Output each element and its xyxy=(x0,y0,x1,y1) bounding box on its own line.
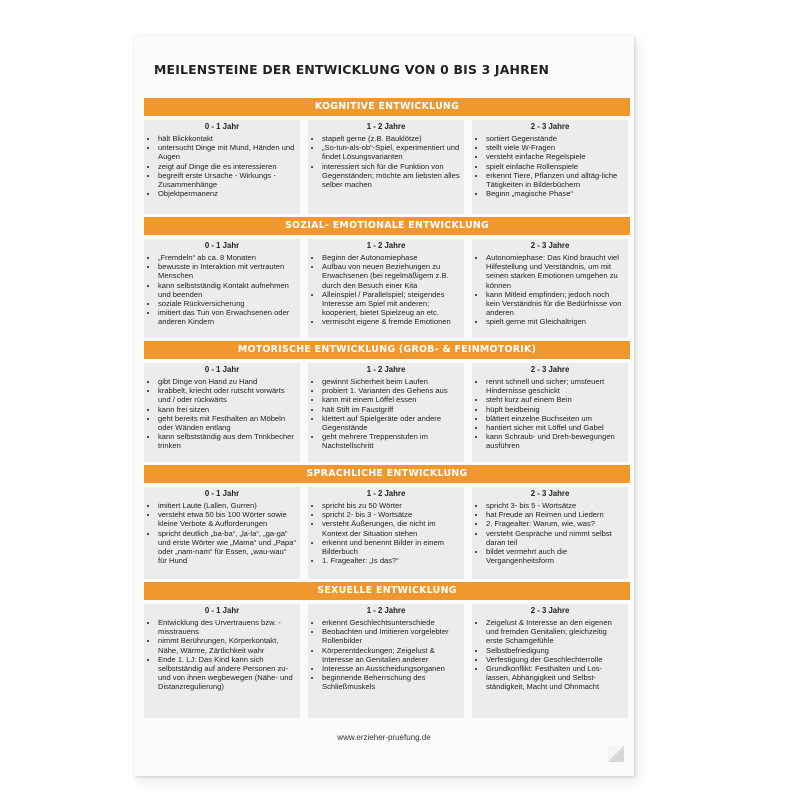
milestone-item: • gibt Dinge von Hand zu Hand xyxy=(158,377,296,386)
age-label: 0 - 1 Jahr xyxy=(204,606,240,615)
milestone-item: • hantiert sicher mit Löffel und Gabel xyxy=(486,423,624,432)
milestone-item: • versteht Äußerungen, die nicht im Kontext der Situation stehen xyxy=(322,519,460,537)
age-column xyxy=(308,120,464,214)
milestone-item: • spricht deutlich „ba-ba“, „la-la“, „ga-ga“ und erste Wörter wie „Mama“ und „Papa“ oder „nam-nam“ für Essen, „wau-wau“ für Hund xyxy=(158,529,296,566)
milestone-list xyxy=(144,501,300,565)
section-row xyxy=(144,235,630,338)
milestone-item: • vermischt eigene & fremde Emotionen xyxy=(322,317,460,326)
age-label: 1 - 2 Jahre xyxy=(366,241,406,250)
milestone-list xyxy=(472,377,628,451)
milestone-item: • imitiert Laute (Lallen, Gurren) xyxy=(158,501,296,510)
age-column xyxy=(472,239,628,338)
milestone-item: • Autonomiephase: Das Kind braucht viel Hilfestellung und Verständnis, um mit seinen starken Emotionen umgehen zu können xyxy=(486,253,624,290)
milestone-item: • Beginn „magische Phase“ xyxy=(486,189,624,198)
milestone-item: • untersucht Dinge mit Mund, Händen und Augen xyxy=(158,143,296,161)
age-column xyxy=(308,239,464,338)
age-label: 1 - 2 Jahre xyxy=(366,489,406,498)
milestone-item: • 2. Fragealter: Warum, wie, was? xyxy=(486,519,624,528)
milestone-item: • spricht 3- bis 5 - Wortsätze xyxy=(486,501,624,510)
section-header xyxy=(144,341,630,359)
milestone-item: • begreift erste Ursache - Wirkungs - Zusammenhänge xyxy=(158,171,296,189)
milestone-list xyxy=(472,501,628,565)
milestone-item: • kann selbstständig aus dem Trinkbecher trinken xyxy=(158,432,296,450)
age-label: 1 - 2 Jahre xyxy=(366,122,406,131)
milestone-item: • kann Schraub- und Dreh-bewegungen ausführen xyxy=(486,432,624,450)
age-column xyxy=(472,604,628,718)
milestone-list xyxy=(144,253,300,327)
poster-sheet xyxy=(134,36,634,776)
section-heading: SPRACHLICHE ENTWICKLUNG xyxy=(306,468,468,479)
milestone-item: • steht kurz auf einem Bein xyxy=(486,395,624,404)
age-label: 1 - 2 Jahre xyxy=(366,365,406,374)
section-heading: KOGNITIVE ENTWICKLUNG xyxy=(314,101,460,112)
section-row xyxy=(144,483,630,579)
age-column xyxy=(472,363,628,462)
milestone-item: • Beginn der Autonomiephase xyxy=(322,253,460,262)
milestone-item: • Verfestigung der Geschlechterrolle xyxy=(486,655,624,664)
milestone-item: • stellt viele W-Fragen xyxy=(486,143,624,152)
age-label: 2 - 3 Jahre xyxy=(530,606,570,615)
milestone-item: • Aufbau von neuen Beziehungen zu Erwachsenen (bei regelmäßigem z.B. durch den Besuch einer Kita xyxy=(322,262,460,290)
age-label: 0 - 1 Jahr xyxy=(204,365,240,374)
milestone-item: • Objektpermanenz xyxy=(158,189,296,198)
milestone-list xyxy=(144,618,300,692)
milestone-item: • 1. Fragealter: „Is das?“ xyxy=(322,556,460,565)
milestone-item: • soziale Rückversicherung xyxy=(158,299,296,308)
milestone-item: • kann selbstständig Kontakt aufnehmen und beenden xyxy=(158,281,296,299)
milestone-item: • spricht 2- bis 3 - Wortsätze xyxy=(322,510,460,519)
milestone-item: • versteht einfache Regelspiele xyxy=(486,152,624,161)
milestone-item: • spielt einfache Rollenspiele xyxy=(486,162,624,171)
section-heading: SEXUELLE ENTWICKLUNG xyxy=(317,585,457,596)
section-row xyxy=(144,116,630,214)
milestone-item: • geht bereits mit Festhalten an Möbeln oder Wänden entlang xyxy=(158,414,296,432)
milestone-item: • kann frei sitzen xyxy=(158,405,296,414)
milestone-item: • Grundkonflikt: Festhalten und Los-lassen, Abhängigkeit und Selbst-ständigkeit, Macht und Ohnmacht xyxy=(486,664,624,692)
milestone-item: • stapelt gerne (z.B. Bauklötze) xyxy=(322,134,460,143)
milestone-item: • versteht etwa 50 bis 100 Wörter sowie kleine Verbote & Aufforderungen xyxy=(158,510,296,528)
section-heading: SOZIAL- EMOTIONALE ENTWICKLUNG xyxy=(284,220,490,231)
milestone-list xyxy=(308,377,464,451)
age-column xyxy=(308,604,464,718)
section-header xyxy=(144,98,630,116)
milestone-list xyxy=(472,253,628,327)
milestone-item: • Interesse an Ausscheidungsorganen xyxy=(322,664,460,673)
milestone-item: • Selbstbefriedigung xyxy=(486,646,624,655)
milestone-list xyxy=(144,134,300,198)
age-label: 0 - 1 Jahr xyxy=(204,489,240,498)
age-column xyxy=(308,363,464,462)
milestone-item: • kann Mitleid empfinden; jedoch noch kein Verständnis für die Bedürfnisse von anderen xyxy=(486,290,624,318)
milestone-item: • Zeigelust & Interesse an den eigenen und fremden Genitalien; gleichzeitig erste Schamgefühle xyxy=(486,618,624,646)
milestone-item: • kann mit einem Löffel essen xyxy=(322,395,460,404)
age-label: 2 - 3 Jahre xyxy=(530,489,570,498)
age-label: 0 - 1 Jahr xyxy=(204,241,240,250)
milestone-item: • krabbelt, kriecht oder rutscht vorwärts und / oder rückwärts xyxy=(158,386,296,404)
milestone-item: • nimmt Berührungen, Körperkontakt, Nähe, Wärme, Zärtlichkeit wahr xyxy=(158,636,296,654)
page-curl xyxy=(608,746,624,762)
milestone-item: • erkennt und benennt Bilder in einem Bilderbuch xyxy=(322,538,460,556)
milestone-item: • erkennt Tiere, Pflanzen und alltäg-liche Tätigkeiten in Bilderbüchern xyxy=(486,171,624,189)
age-column xyxy=(308,487,464,579)
milestone-item: • hüpft beidbeinig xyxy=(486,405,624,414)
milestone-item: • klettert auf Spielgeräte oder andere Gegenstände xyxy=(322,414,460,432)
milestone-item: • blättert einzelne Buchseiten um xyxy=(486,414,624,423)
section-header xyxy=(144,465,630,483)
milestone-item: • beginnende Beherrschung des Schließmuskels xyxy=(322,673,460,691)
milestone-item: • gewinnt Sicherheit beim Laufen xyxy=(322,377,460,386)
milestone-item: • spielt gerne mit Gleichaltrigen xyxy=(486,317,624,326)
milestone-list xyxy=(472,618,628,692)
milestone-item: • hält Blickkontakt xyxy=(158,134,296,143)
milestone-item: • Beobachten und Imitieren vorgelebter Rollenbilder xyxy=(322,627,460,645)
age-column xyxy=(472,487,628,579)
milestone-item: • hält Stift im Faustgriff xyxy=(322,405,460,414)
milestone-item: • spricht bis zu 50 Wörter xyxy=(322,501,460,510)
milestone-item: • interessiert sich für die Funktion von Gegenständen; möchte am liebsten alles selber machen xyxy=(322,162,460,190)
milestone-item: • Körperentdeckungen; Zeigelust & Interesse an Genitalien anderer xyxy=(322,646,460,664)
milestone-item: • bewusste in Interaktion mit vertrauten Menschen xyxy=(158,262,296,280)
section-heading: MOTORISCHE ENTWICKLUNG (GROB- & FEINMOTORIK) xyxy=(237,344,537,355)
age-label: 1 - 2 Jahre xyxy=(366,606,406,615)
milestone-item: • Ende 1. LJ: Das Kind kann sich selbstständig auf andere Personen zu- und von ihnen wegbewegen (Nähe- und Distanzregulierung) xyxy=(158,655,296,692)
section-header xyxy=(144,217,630,235)
milestone-item: • versteht Gespräche und nimmt selbst daran teil xyxy=(486,529,624,547)
milestone-item: • rennt schnell und sicher; umsteuert Hindernisse geschickt xyxy=(486,377,624,395)
milestone-item: • imitiert das Tun von Erwachsenen oder anderen Kindern xyxy=(158,308,296,326)
milestone-item: • sortiert Gegenstände xyxy=(486,134,624,143)
age-column xyxy=(144,487,300,579)
poster-title: MEILENSTEINE DER ENTWICKLUNG VON 0 BIS 3 JAHREN xyxy=(154,62,550,77)
milestone-item: • Entwicklung des Urvertrauens bzw. -misstrauens xyxy=(158,618,296,636)
section-row xyxy=(144,600,630,718)
age-column xyxy=(144,120,300,214)
age-label: 0 - 1 Jahr xyxy=(204,122,240,131)
section-header xyxy=(144,582,630,600)
milestone-list xyxy=(472,134,628,198)
milestone-item: • probiert 1. Varianten des Gehens aus xyxy=(322,386,460,395)
milestone-list xyxy=(308,253,464,327)
section-row xyxy=(144,359,630,462)
milestone-item: • „Fremdeln“ ab ca. 8 Monaten xyxy=(158,253,296,262)
milestone-item: • Alleinspiel / Parallelspiel; steigendes Interesse am Spiel mit anderen; kooperiert, bietet Spielzeug an etc. xyxy=(322,290,460,318)
milestone-list xyxy=(308,618,464,692)
milestone-list xyxy=(308,501,464,565)
milestone-item: • hat Freude an Reimen und Liedern xyxy=(486,510,624,519)
milestone-item: • geht mehrere Treppenstufen im Nachstellschritt xyxy=(322,432,460,450)
age-label: 2 - 3 Jahre xyxy=(530,365,570,374)
age-column xyxy=(472,120,628,214)
footer-url: www.erzieher-pruefung.de xyxy=(337,733,431,742)
milestone-item: • bildet vermehrt auch die Vergangenheitsform xyxy=(486,547,624,565)
age-label: 2 - 3 Jahre xyxy=(530,241,570,250)
milestone-item: • erkennt Geschlechtsunterschiede xyxy=(322,618,460,627)
age-column xyxy=(144,604,300,718)
milestone-list xyxy=(144,377,300,451)
milestone-item: • zeigt auf Dinge die es interessieren xyxy=(158,162,296,171)
milestone-item: • „So-tun-als-ob“-Spiel, experimentiert und findet Lösungsvarianten xyxy=(322,143,460,161)
milestone-list xyxy=(308,134,464,189)
age-column xyxy=(144,239,300,338)
age-label: 2 - 3 Jahre xyxy=(530,122,570,131)
age-column xyxy=(144,363,300,462)
